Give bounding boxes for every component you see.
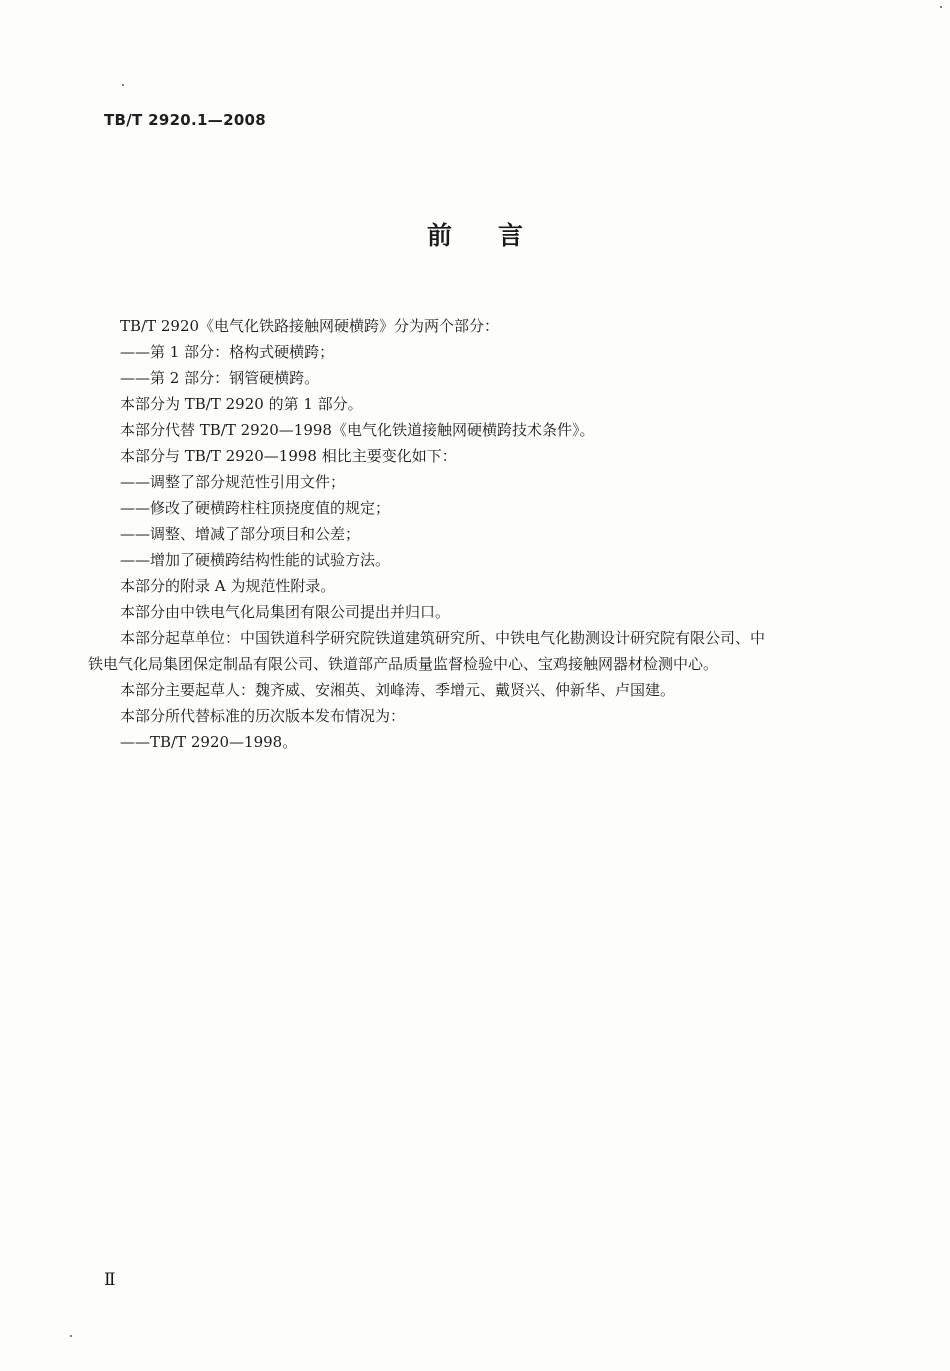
- foreword-body: [88, 313, 878, 755]
- paragraph-line: 本部分由中铁电气化局集团有限公司提出并归口。: [120, 603, 451, 621]
- paragraph-line: 本部分与 TB/T 2920—1998 相比主要变化如下：: [120, 447, 457, 465]
- paragraph-line: 本部分的附录 A 为规范性附录。: [120, 577, 336, 595]
- paragraph-line: 本部分代替 TB/T 2920—1998《电气化铁道接触网硬横跨技术条件》。: [120, 421, 595, 439]
- paragraph-line: 本部分主要起草人：魏齐威、安湘英、刘峰涛、季增元、戴贤兴、仲新华、卢国建。: [120, 681, 676, 699]
- scan-speck: [940, 6, 942, 8]
- paragraph-line: ——TB/T 2920—1998。: [120, 733, 298, 751]
- scan-speck: [122, 84, 124, 86]
- paragraph-line: 本部分为 TB/T 2920 的第 1 部分。: [120, 395, 363, 413]
- standard-number: TB/T 2920.1—2008: [104, 111, 267, 129]
- paragraph-line: ——增加了硬横跨结构性能的试验方法。: [120, 551, 391, 569]
- scan-speck: [70, 1335, 72, 1337]
- paragraph-line: ——调整了部分规范性引用文件；: [120, 473, 346, 491]
- paragraph-line: 本部分所代替标准的历次版本发布情况为：: [120, 707, 406, 725]
- paragraph-line: ——修改了硬横跨柱柱顶挠度值的规定；: [120, 499, 391, 517]
- paragraph-line: 铁电气化局集团保定制品有限公司、铁道部产品质量监督检验中心、宝鸡接触网器材检测中心。: [88, 655, 719, 673]
- page-title: 前言: [426, 221, 569, 250]
- paragraph-line: ——第 2 部分：钢管硬横跨。: [120, 369, 320, 387]
- paragraph-line: TB/T 2920《电气化铁路接触网硬横跨》分为两个部分：: [120, 317, 500, 335]
- paragraph-line: 本部分起草单位：中国铁道科学研究院铁道建筑研究所、中铁电气化勘测设计研究院有限公司、中: [120, 629, 766, 647]
- page-number: Ⅱ: [104, 1270, 116, 1290]
- paragraph-line: ——第 1 部分：格构式硬横跨；: [120, 343, 335, 361]
- paragraph-line: ——调整、增减了部分项目和公差；: [120, 525, 361, 543]
